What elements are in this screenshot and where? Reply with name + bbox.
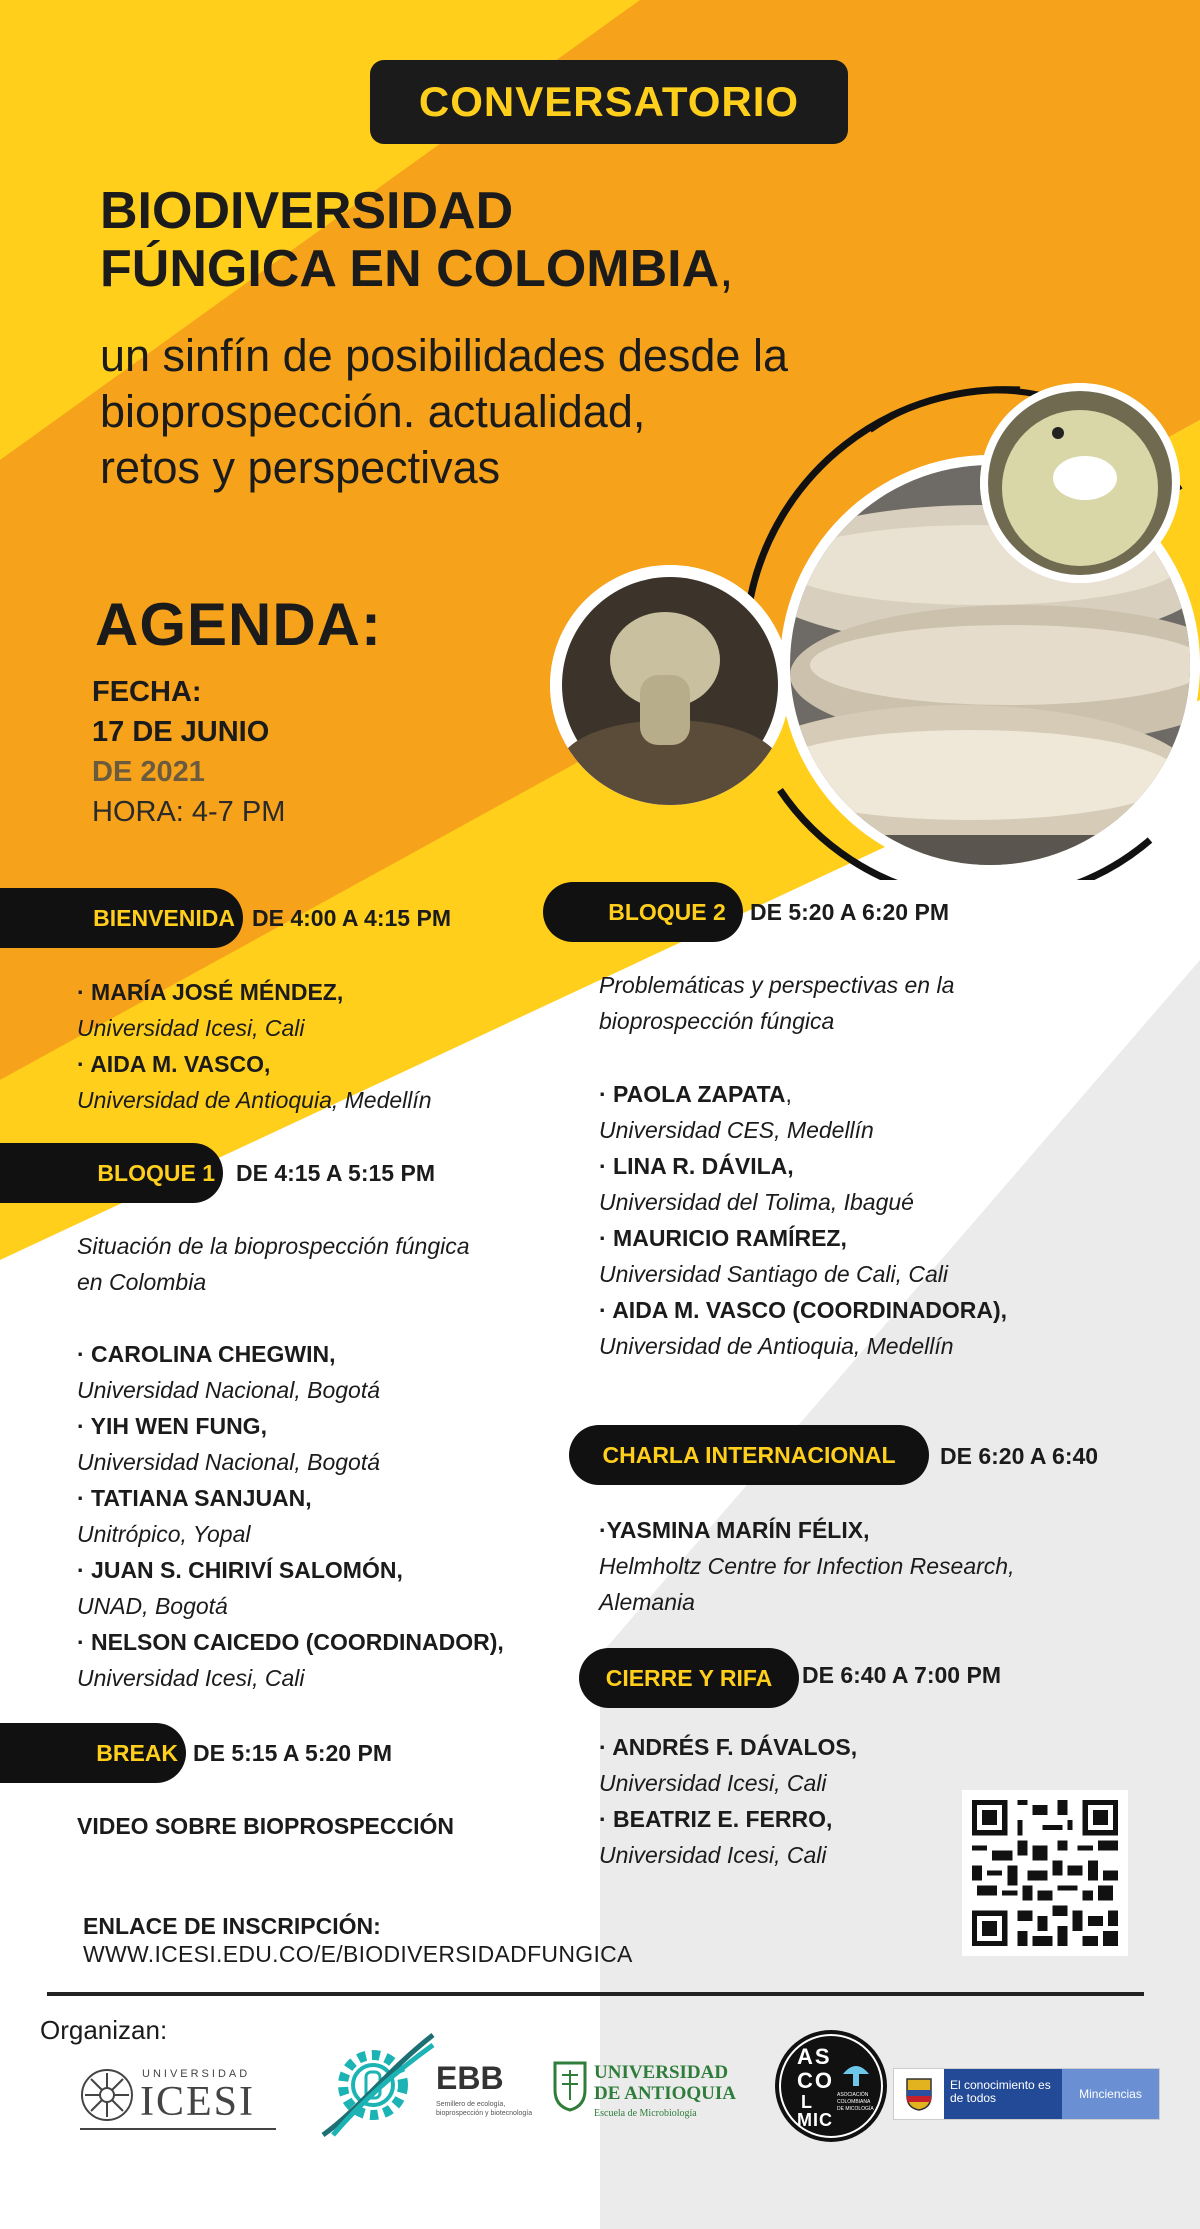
icesi-emblem-icon xyxy=(80,2068,134,2122)
icesi-underline xyxy=(80,2128,276,2130)
petri-dish-illustration xyxy=(980,383,1180,583)
speaker-name: · LINA R. DÁVILA, xyxy=(599,1153,794,1179)
break-tag: BREAK xyxy=(0,1723,186,1783)
bloque2-time: DE 5:20 A 6:20 PM xyxy=(750,899,949,925)
ascolmic-subtitle: ASOCIACIÓN COLOMBIANA DE MICOLOGÍA xyxy=(837,2092,874,2112)
fecha-label: FECHA: xyxy=(92,676,202,708)
udea-shield-icon xyxy=(552,2060,588,2112)
minciencias-name: Minciencias xyxy=(1062,2069,1159,2119)
ascolmic-mushroom-icon xyxy=(841,2062,871,2088)
bloque2-topic xyxy=(599,967,954,1039)
bloque2-tag-label: BLOQUE 2 xyxy=(608,898,726,925)
charla-speaker xyxy=(599,1512,1014,1620)
agenda-heading: AGENDA: xyxy=(95,591,382,658)
colombia-shield-icon xyxy=(904,2076,934,2112)
udea-line-2: DE ANTIOQUIA xyxy=(594,2083,736,2104)
subtitle-line-3: retos y perspectivas xyxy=(100,442,501,493)
bloque1-speakers xyxy=(77,1336,504,1696)
speaker-affiliation: Universidad Icesi, Cali xyxy=(77,1015,305,1041)
bienvenida-speakers xyxy=(77,974,432,1118)
speaker-name: · ANDRÉS F. DÁVALOS, xyxy=(599,1734,858,1760)
speaker-name-suffix: , xyxy=(785,1081,792,1107)
charla-time: DE 6:20 A 6:40 xyxy=(940,1443,1099,1469)
icesi-name: ICESI xyxy=(140,2079,255,2125)
event-title xyxy=(100,182,734,298)
title-line-2-text: FÚNGICA EN COLOMBIA xyxy=(100,240,720,298)
puffball-illustration xyxy=(550,565,790,805)
udea-subtitle: Escuela de Microbiología xyxy=(594,2108,697,2119)
speaker-name: ·YASMINA MARÍN FÉLIX, xyxy=(599,1517,870,1543)
ascolmic-letters-as: AS xyxy=(797,2044,832,2069)
icesi-logo xyxy=(80,2060,280,2130)
break-time: DE 5:15 A 5:20 PM xyxy=(193,1740,392,1766)
speaker-name: · AIDA M. VASCO, xyxy=(77,1051,271,1077)
speaker-name: · BEATRIZ E. FERRO, xyxy=(599,1806,833,1832)
topic-line: Situación de la bioprospección fúngica xyxy=(77,1233,470,1259)
bloque2-tag xyxy=(543,882,743,942)
fecha-year: DE 2021 xyxy=(92,756,205,788)
speaker-name: · MARÍA JOSÉ MÉNDEZ, xyxy=(77,979,344,1005)
speaker-affiliation: Universidad Santiago de Cali, Cali xyxy=(599,1261,949,1287)
speaker-affiliation: UNAD, Bogotá xyxy=(77,1593,228,1619)
speaker-name: · CAROLINA CHEGWIN, xyxy=(77,1341,336,1367)
subtitle-line-2: bioprospección. actualidad, xyxy=(100,386,646,437)
footer-divider xyxy=(47,1992,1144,1996)
speaker-name: · PAOLA ZAPATA xyxy=(599,1081,786,1107)
icesi-top-text: UNIVERSIDAD xyxy=(142,2068,251,2080)
cierre-tag: CIERRE Y RIFA xyxy=(579,1648,799,1708)
speaker-affiliation: Universidad del Tolima, Ibagué xyxy=(599,1189,914,1215)
fecha-day: 17 DE JUNIO xyxy=(92,716,270,748)
speaker-name: · TATIANA SANJUAN, xyxy=(77,1485,312,1511)
topic-line: Problemáticas y perspectivas en la xyxy=(599,972,955,998)
speaker-name: · AIDA M. VASCO (COORDINADORA), xyxy=(599,1297,1008,1323)
ebb-name: EBB xyxy=(436,2060,504,2096)
subtitle-line-1: un sinfín de posibilidades desde la xyxy=(100,330,788,381)
cierre-speakers xyxy=(599,1729,857,1873)
speaker-affiliation: Universidad CES, Medellín xyxy=(599,1117,874,1143)
title-line-2 xyxy=(100,240,734,298)
colombia-shield xyxy=(894,2069,944,2119)
title-line-1: BIODIVERSIDAD xyxy=(100,182,514,240)
registration-link-label: ENLACE DE INSCRIPCIÓN: xyxy=(83,1913,381,1939)
event-date-time xyxy=(92,672,285,832)
bienvenida-tag: BIENVENIDA xyxy=(0,888,243,948)
bienvenida-time: DE 4:00 A 4:15 PM xyxy=(252,905,451,931)
speaker-affiliation: Universidad Icesi, Cali xyxy=(77,1665,305,1691)
speaker-affiliation: Helmholtz Centre for Infection Research, xyxy=(599,1553,1015,1579)
ascolmic-logo xyxy=(775,2030,887,2142)
bloque1-topic xyxy=(77,1228,470,1300)
topic-line: bioprospección fúngica xyxy=(599,1008,835,1034)
speaker-affiliation: Universidad Nacional, Bogotá xyxy=(77,1377,381,1403)
ebb-gear-dna-icon xyxy=(318,2030,438,2140)
organizan-label: Organizan: xyxy=(40,2015,168,2045)
charla-tag: CHARLA INTERNACIONAL xyxy=(569,1425,929,1485)
speaker-affiliation: Unitrópico, Yopal xyxy=(77,1521,251,1547)
speaker-affiliation: Alemania xyxy=(599,1589,695,1615)
ebb-subtitle: Semillero de ecología, bioprospección y biotecnología xyxy=(436,2101,533,2117)
minciencias-slogan: El conocimiento es de todos xyxy=(944,2069,1062,2119)
ascolmic-letters-co: CO xyxy=(797,2068,834,2093)
break-video: VIDEO SOBRE BIOPROSPECCIÓN xyxy=(77,1813,455,1839)
registration-link-block xyxy=(83,1912,633,1968)
registration-qr-code[interactable] xyxy=(962,1790,1128,1956)
ascolmic-letters-mic: MIC xyxy=(797,2110,833,2130)
ascolmic-letters-l: L xyxy=(801,2092,812,2112)
minciencias-logo xyxy=(893,2068,1160,2120)
registration-link-url[interactable]: WWW.ICESI.EDU.CO/E/BIODIVERSIDADFUNGICA xyxy=(83,1941,633,1967)
bloque1-time: DE 4:15 A 5:15 PM xyxy=(236,1160,435,1186)
udea-logo xyxy=(552,2058,752,2128)
conversatorio-badge: CONVERSATORIO xyxy=(370,60,848,144)
speaker-affiliation: Universidad de Antioquia, Medellín xyxy=(77,1087,432,1113)
speaker-name: · NELSON CAICEDO (COORDINADOR), xyxy=(77,1629,504,1655)
cierre-time: DE 6:40 A 7:00 PM xyxy=(802,1662,1001,1688)
speaker-name: · YIH WEN FUNG, xyxy=(77,1413,267,1439)
puffball-mushroom-photo xyxy=(550,565,790,805)
speaker-affiliation: Universidad Icesi, Cali xyxy=(599,1842,827,1868)
speaker-affiliation: Universidad Nacional, Bogotá xyxy=(77,1449,381,1475)
ebb-logo xyxy=(318,2030,548,2140)
speaker-affiliation: Universidad Icesi, Cali xyxy=(599,1770,827,1796)
speaker-affiliation: Universidad de Antioquia, Medellín xyxy=(599,1333,954,1359)
topic-line: en Colombia xyxy=(77,1269,207,1295)
udea-line-1: UNIVERSIDAD xyxy=(594,2062,729,2083)
title-comma: , xyxy=(719,240,734,298)
bloque1-tag: BLOQUE 1 xyxy=(0,1143,223,1203)
speaker-name: · JUAN S. CHIRIVÍ SALOMÓN, xyxy=(77,1557,403,1583)
qr-code-icon xyxy=(962,1790,1128,1956)
bloque2-speakers xyxy=(599,1076,1007,1364)
event-hour: HORA: 4-7 PM xyxy=(92,796,286,828)
petri-dish-photo xyxy=(980,383,1180,583)
speaker-name: · MAURICIO RAMÍREZ, xyxy=(599,1225,847,1251)
